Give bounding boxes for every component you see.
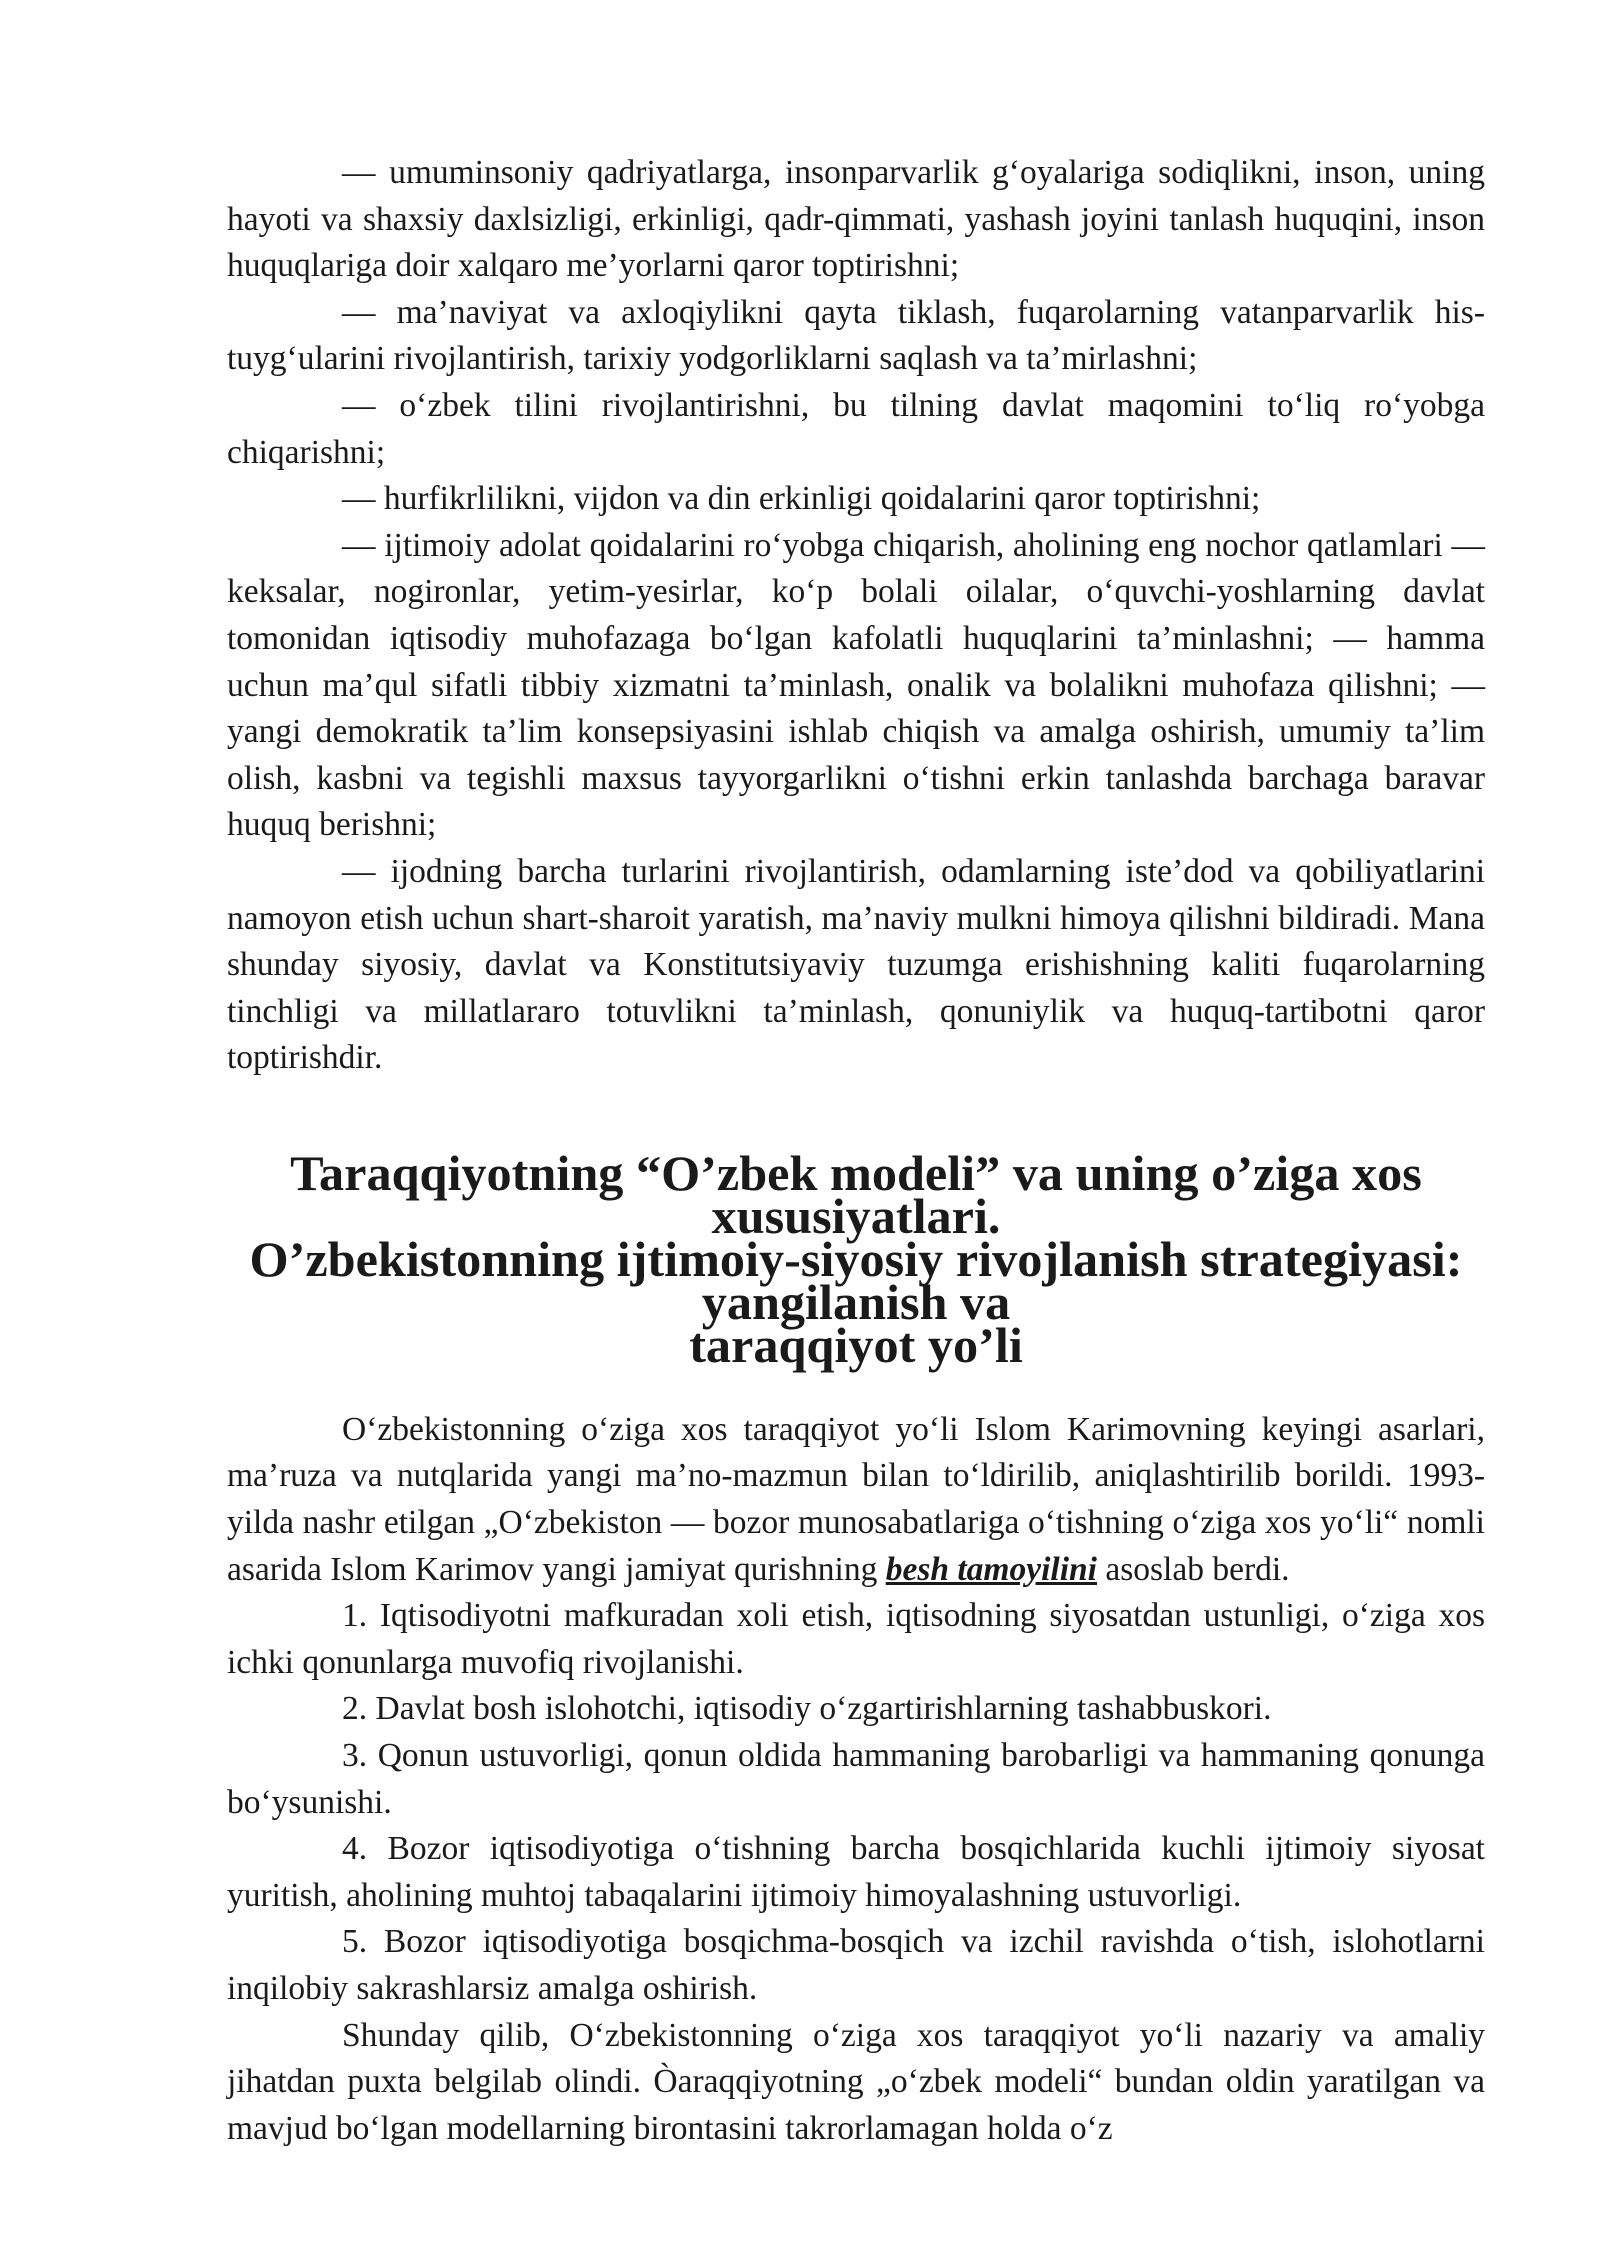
principle-item: 1. Iqtisodiyotni mafkuradan xoli etish, iqtisodning siyosatdan ustunligi, o‘ziga xos ichki qonunlarga muvofiq rivojlanishi. [227, 1597, 1485, 1681]
list-item: — o‘zbek tilini rivojlantirishni, bu tilning davlat maqomini to‘liq ro‘yobga chiqarishni; [227, 386, 1485, 471]
intro-paragraph [227, 1407, 1485, 1593]
principle-item: 4. Bozor iqtisodiyotiga o‘tishning barcha bosqichlarida kuchli ijtimoiy siyosat yuritish, aholining muhtoj tabaqalarini ijtimoiy himoyalashning ustuvorligi. [227, 1830, 1485, 1914]
section-heading-line-1: Taraqqiyotning “O’zbek modeli” va uning o’ziga xos xususiyatlari. [290, 1144, 1422, 1244]
intro-text-after: asoslab berdi. [1096, 1550, 1290, 1588]
list-item: — ijtimoiy adolat qoidalarini ro‘yobga chiqarish, aholining eng nochor qatlamlari — keksalar, nogironlar, yetim-yesirlar, ko‘p bolali oilalar, o‘quvchi-yoshlarning davlat tomonidan iqtisodiy muhofazaga bo‘lgan kafolatli huquqlarini ta’minlashni; — hamma uchun ma’qul sifatli tibbiy xizmatni ta’minlash, onalik va bolalikni muhofaza qilishni; — yangi demokratik ta’lim konsepsiyasini ishlab chiqish va amalga oshirish, umumiy ta’lim olish, kasbni va tegishli maxsus tayyorgarlikni o‘tishni erkin tanlashda barchaga baravar huquq berishni; [227, 526, 1485, 844]
list-item: — umuminsoniy qadriyatlarga, insonparvarlik g‘oyalariga sodiqlikni, inson, uning hayoti va shaxsiy daxlsizligi, erkinligi, qadr-qimmati, yashash joyini tanlash huquqini, inson huquqlariga doir xalqaro me’yorlarni qaror toptirishni; [227, 154, 1485, 285]
principle-item: 5. Bozor iqtisodiyotiga bosqichma-bosqich va izchil ravishda o‘tish, islohotlarni inqilobiy sakrashlarsiz amalga oshirish. [227, 1923, 1485, 2007]
section-heading-line-3: taraqqiyot yo’li [689, 1316, 1023, 1373]
section-heading [227, 1144, 1485, 1373]
goals-list [227, 150, 1485, 1082]
list-item: — ijodning barcha turlarini rivojlantirish, odamlarning iste’dod va qobiliyatlarini namoyon etish uchun shart-sharoit yaratish, ma’naviy mulkni himoya qilishni bildiradi. Mana shunday siyosiy, davlat va Konstitutsiyaviy tuzumga erishishning kaliti fuqarolarning tinchligi va millatlararo totuvlikni ta’minlash, qonuniylik va huquq-tartibotni qaror toptirishdir. [227, 852, 1485, 1077]
intro-text-before: O‘zbekistonning o‘ziga xos taraqqiyot yo‘li Islom Karimovning keyingi asarlari, ma’ruza va nutqlarida yangi ma’no-mazmun bilan to‘ldirilib, aniqlashtirilib borildi. 1993- yilda nashr etilgan „O‘zbekiston — bozor munosabatlariga o‘tishning o‘ziga xos yo‘li“ nomli asarida Islom Karimov yangi jamiyat qurishning [227, 1410, 1485, 1588]
principle-item: 3. Qonun ustuvorligi, qonun oldida hammaning barobarligi va hammaning qonunga bo‘ysunishi. [227, 1737, 1485, 1821]
list-item: — hurfikrlilikni, vijdon va din erkinligi qoidalarini qaror toptirishni; [342, 480, 1261, 518]
closing-paragraph: Shunday qilib, O‘zbekistonning o‘ziga xos taraqqiyot yo‘li nazariy va amaliy jihatdan puxta belgilab olindi. Òaraqqiyotning „o‘zbek modeli“ bundan oldin yaratilgan va mavjud bo‘lgan modellarning birontasini takrorlamagan holda o‘z [227, 2016, 1485, 2147]
principle-item: 2. Davlat bosh islohotchi, iqtisodiy o‘zgartirishlarning tashabbuskori. [342, 1690, 1272, 1728]
principles-list [227, 1593, 1485, 2012]
section-heading-line-2: O’zbekistonning ijtimoiy-siyosiy rivojlanish strategiyasi: yangilanish va [249, 1230, 1463, 1330]
list-item: — ma’naviyat va axloqiylikni qayta tiklash, fuqarolarning vatanparvarlik his-tuyg‘ularini rivojlantirish, tarixiy yodgorliklarni saqlash va ta’mirlashni; [227, 293, 1485, 378]
emphasized-phrase: besh tamoyilini [885, 1550, 1097, 1588]
spacer [227, 1367, 1485, 1407]
document-page [227, 150, 1485, 2152]
